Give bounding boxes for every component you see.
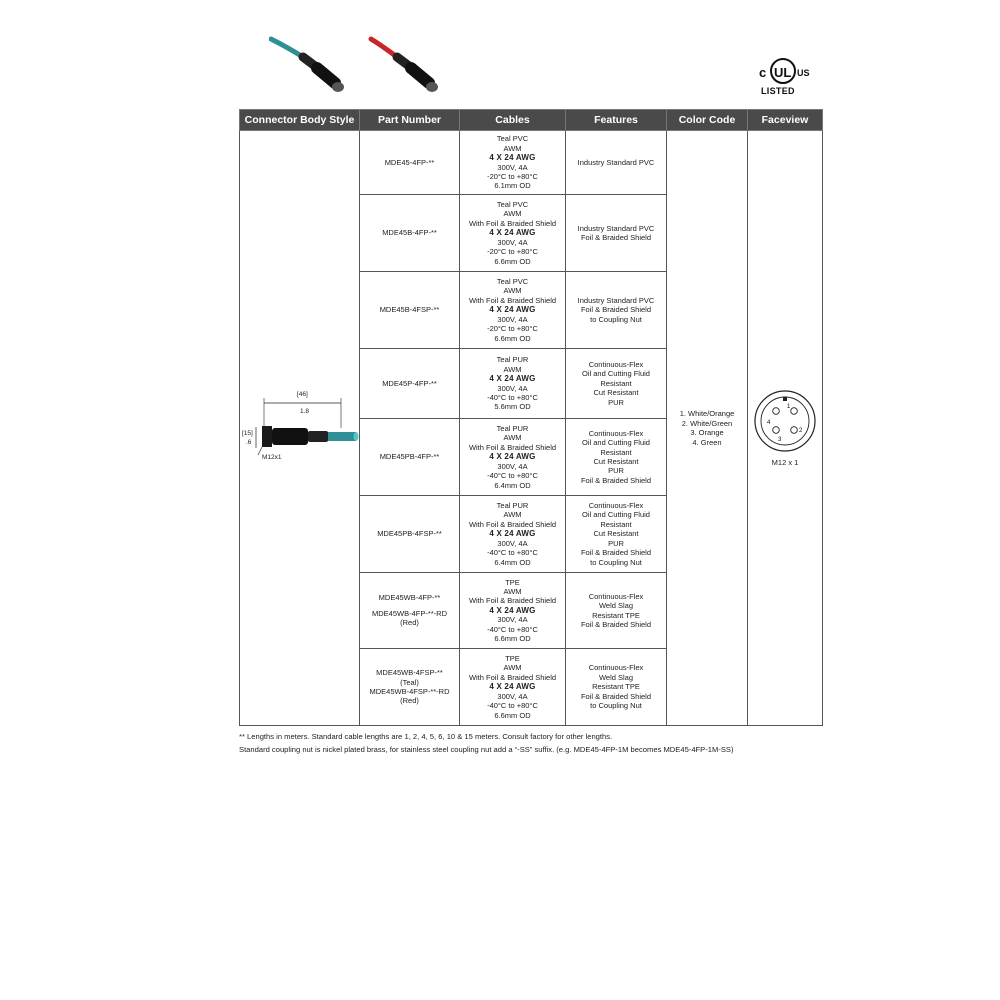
feature-line: Resistant TPE bbox=[592, 682, 640, 692]
cable-spec-line: 6.4mm OD bbox=[494, 557, 531, 567]
cables-cell bbox=[460, 573, 566, 649]
cable-spec-line: 6.4mm OD bbox=[494, 480, 531, 490]
part-number: MDE45PB-4FSP-** bbox=[377, 529, 442, 539]
cables-cell bbox=[460, 349, 566, 419]
cable-spec-line: 4 X 24 AWG bbox=[489, 153, 536, 163]
feature-line: Foil & Braided Shield bbox=[580, 619, 652, 629]
footnote-coupling-nut: Standard coupling nut is nickel plated brass, for stainless steel coupling nut add a “-SS” suffix. (e.g. MDE45-4FP-1M becomes MDE45-4FP-1M-SS) bbox=[239, 745, 734, 754]
feature-line: Resistant bbox=[600, 378, 632, 388]
faceview-pin-number: 4 bbox=[767, 419, 771, 426]
part-number-cell bbox=[360, 131, 460, 195]
header-cables: Cables bbox=[460, 110, 566, 131]
cable-spec-line: -20°C to +80°C bbox=[487, 324, 538, 334]
faceview-pin bbox=[773, 426, 780, 433]
cable-spec-line: -40°C to +80°C bbox=[487, 701, 538, 711]
cables-cell bbox=[460, 419, 566, 496]
cable-spec-line: 4 X 24 AWG bbox=[489, 682, 536, 692]
ul-us-glyph: US bbox=[797, 68, 810, 78]
feature-line: Resistant TPE bbox=[592, 610, 640, 620]
cable-spec-line: AWM bbox=[503, 433, 522, 443]
part-number: MDE45-4FP-** bbox=[384, 157, 435, 167]
faceview-cell bbox=[748, 131, 823, 726]
header-features: Features bbox=[566, 110, 667, 131]
feature-line: Continuous-Flex bbox=[588, 501, 644, 511]
part-number: MDE45P-4FP-** bbox=[382, 378, 437, 388]
part-number: MDE45WB-4FSP-** bbox=[376, 668, 443, 678]
feature-line: Continuous-Flex bbox=[588, 359, 644, 369]
feature-line: Industry Standard PVC bbox=[577, 295, 655, 305]
cable-spec-line: AWM bbox=[503, 586, 522, 596]
color-code-item: 4. Green bbox=[692, 437, 722, 447]
feature-line: Continuous-Flex bbox=[588, 591, 644, 601]
features-cell bbox=[566, 349, 667, 419]
cable-spec-line: Teal PUR bbox=[496, 355, 529, 365]
cable-spec-line: TPE bbox=[505, 577, 520, 587]
part-number-cell bbox=[360, 573, 460, 649]
cable-spec-line: AWM bbox=[503, 663, 522, 673]
cable-spec-line: Teal PUR bbox=[496, 501, 529, 511]
feature-line: Foil & Braided Shield bbox=[580, 475, 652, 485]
cable-spec-line: AWM bbox=[503, 209, 522, 219]
ul-ul-glyph: UL bbox=[774, 65, 792, 80]
cable-spec-line: With Foil & Braided Shield bbox=[468, 442, 557, 452]
cables-cell bbox=[460, 272, 566, 349]
spec-table bbox=[239, 109, 823, 726]
thread-label: M12x1 bbox=[262, 454, 282, 461]
feature-line: Oil and Cutting Fluid bbox=[582, 438, 650, 448]
cable-spec-line: Teal PVC bbox=[496, 200, 529, 210]
cables-cell bbox=[460, 496, 566, 573]
cable-spec-line: 4 X 24 AWG bbox=[489, 305, 536, 315]
cables-cell bbox=[460, 649, 566, 726]
header-color-code: Color Code bbox=[667, 110, 748, 131]
table-row bbox=[240, 131, 823, 195]
cable-spec-line: With Foil & Braided Shield bbox=[468, 295, 557, 305]
table-header-row bbox=[240, 110, 823, 131]
cable-spec-line: Teal PVC bbox=[496, 277, 529, 287]
faceview-key bbox=[783, 397, 787, 401]
part-number-cell bbox=[360, 419, 460, 496]
faceview-pin-number: 1 bbox=[787, 403, 791, 410]
faceview-pin bbox=[791, 407, 798, 414]
faceview-pin bbox=[773, 407, 780, 414]
part-number-cell bbox=[360, 195, 460, 272]
cable-spec-line: AWM bbox=[503, 364, 522, 374]
feature-line: Industry Standard PVC bbox=[577, 223, 655, 233]
feature-line: Foil & Braided Shield bbox=[580, 691, 652, 701]
part-number-cell bbox=[360, 272, 460, 349]
cable-spec-line: With Foil & Braided Shield bbox=[468, 672, 557, 682]
part-number: MDE45PB-4FP-** bbox=[379, 452, 440, 462]
cable-spec-line: AWM bbox=[503, 143, 522, 153]
feature-line: PUR bbox=[608, 397, 624, 407]
features-cell bbox=[566, 131, 667, 195]
product-photo bbox=[269, 35, 449, 110]
cable-spec-line: 6.6mm OD bbox=[494, 634, 531, 644]
footnotes bbox=[239, 730, 839, 756]
part-number: (Red) bbox=[400, 696, 419, 706]
cable-spec-line: 300V, 4A bbox=[497, 162, 528, 172]
feature-line: Oil and Cutting Fluid bbox=[582, 510, 650, 520]
feature-line: Industry Standard PVC bbox=[577, 157, 655, 167]
features-cell bbox=[566, 649, 667, 726]
ul-c-glyph: c bbox=[759, 65, 767, 80]
header-part-number: Part Number bbox=[360, 110, 460, 131]
feature-line: Oil and Cutting Fluid bbox=[582, 369, 650, 379]
cable-spec-line: 300V, 4A bbox=[497, 615, 528, 625]
cable-spec-line: 6.6mm OD bbox=[494, 710, 531, 720]
feature-line: to Coupling Nut bbox=[590, 557, 642, 567]
cable-spec-line: 4 X 24 AWG bbox=[489, 452, 536, 462]
cable-spec-line: -40°C to +80°C bbox=[487, 624, 538, 634]
part-number: (Red) bbox=[400, 618, 419, 628]
part-number-cell bbox=[360, 496, 460, 573]
header-connector-body-style: Connector Body Style bbox=[240, 110, 360, 131]
features-cell bbox=[566, 272, 667, 349]
cable-spec-line: AWM bbox=[503, 510, 522, 520]
faceview-label: M12 x 1 bbox=[771, 457, 799, 467]
part-number: MDE45WB-4FP-** bbox=[378, 593, 441, 603]
cable-spec-line: 300V, 4A bbox=[497, 461, 528, 471]
feature-line: Resistant bbox=[600, 447, 632, 457]
features-cell bbox=[566, 419, 667, 496]
cables-cell bbox=[460, 195, 566, 272]
cable-spec-line: -20°C to +80°C bbox=[487, 171, 538, 181]
feature-line: Cut Resistant bbox=[593, 388, 639, 398]
cable-spec-line: 300V, 4A bbox=[497, 538, 528, 548]
cable-spec-line: 4 X 24 AWG bbox=[489, 529, 536, 539]
cable-spec-line: 300V, 4A bbox=[497, 314, 528, 324]
feature-line: Weld Slag bbox=[598, 672, 634, 682]
feature-line: to Coupling Nut bbox=[590, 314, 642, 324]
feature-line: Cut Resistant bbox=[593, 457, 639, 466]
features-cell bbox=[566, 573, 667, 649]
cable-spec-line: 300V, 4A bbox=[497, 383, 528, 393]
feature-line: Resistant bbox=[600, 519, 632, 529]
faceview-pin bbox=[791, 426, 798, 433]
cable-spec-line: With Foil & Braided Shield bbox=[468, 218, 557, 228]
dim-height-bracket: [15] bbox=[242, 430, 253, 437]
header-faceview: Faceview bbox=[748, 110, 823, 131]
part-number: MDE45WB-4FP-**-RD bbox=[371, 608, 447, 618]
part-number: (Teal) bbox=[400, 677, 419, 687]
cable-spec-line: Teal PUR bbox=[496, 424, 529, 434]
features-cell bbox=[566, 195, 667, 272]
part-number-cell bbox=[360, 649, 460, 726]
part-number-cell bbox=[360, 349, 460, 419]
connector-body-drawing bbox=[242, 383, 360, 473]
cable-spec-line: Teal PVC bbox=[496, 134, 529, 144]
footnote-lengths: ** Lengths in meters. Standard cable lengths are 1, 2, 4, 5, 6, 10 & 15 meters. Consult factory for other lengths. bbox=[239, 732, 613, 741]
cable-spec-line: 300V, 4A bbox=[497, 237, 528, 247]
cable-spec-line: With Foil & Braided Shield bbox=[468, 596, 557, 606]
feature-line: Foil & Braided Shield bbox=[580, 548, 652, 558]
faceview-pin-diagram bbox=[753, 389, 817, 453]
dim-length-bracket: [46] bbox=[297, 391, 308, 398]
color-code-cell bbox=[667, 131, 748, 726]
part-number: MDE45WB-4FSP-**-RD bbox=[369, 687, 450, 696]
cables-cell bbox=[460, 131, 566, 195]
feature-line: PUR bbox=[608, 538, 624, 548]
feature-line: PUR bbox=[608, 466, 624, 476]
feature-line: Cut Resistant bbox=[593, 529, 639, 539]
cable-spec-line: -40°C to +80°C bbox=[487, 392, 538, 402]
faceview-pin-number: 3 bbox=[778, 436, 782, 443]
dim-height: .6 bbox=[246, 439, 252, 446]
feature-line: to Coupling Nut bbox=[590, 701, 642, 711]
faceview-pin-number: 2 bbox=[799, 427, 803, 434]
color-code-item: 3. Orange bbox=[690, 428, 724, 437]
cable-spec-line: -40°C to +80°C bbox=[487, 471, 538, 481]
cable-spec-line: TPE bbox=[505, 654, 520, 664]
ul-listed-label: LISTED bbox=[761, 86, 795, 96]
feature-line: Continuous-Flex bbox=[588, 663, 644, 673]
cable-spec-line: -20°C to +80°C bbox=[487, 247, 538, 257]
cable-spec-line: 6.1mm OD bbox=[494, 181, 531, 191]
feature-line: Continuous-Flex bbox=[588, 428, 644, 438]
feature-line: Weld Slag bbox=[598, 601, 634, 611]
feature-line: Foil & Braided Shield bbox=[580, 233, 652, 242]
color-code-item: 2. White/Green bbox=[681, 418, 733, 428]
cable-spec-line: 6.6mm OD bbox=[494, 256, 531, 266]
cable-spec-line: 6.6mm OD bbox=[494, 333, 531, 343]
color-code-item: 1. White/Orange bbox=[679, 409, 735, 418]
cable-spec-line: 300V, 4A bbox=[497, 691, 528, 701]
part-number: MDE45B-4FP-** bbox=[382, 228, 437, 238]
cable-spec-line: 4 X 24 AWG bbox=[489, 374, 536, 384]
part-number: MDE45B-4FSP-** bbox=[379, 305, 440, 315]
cable-spec-line: AWM bbox=[503, 286, 522, 296]
connector-body-style-cell bbox=[240, 131, 360, 726]
cable-spec-line: -40°C to +80°C bbox=[487, 548, 538, 558]
cable-spec-line: With Foil & Braided Shield bbox=[468, 519, 557, 529]
feature-line: Foil & Braided Shield bbox=[580, 305, 652, 315]
cable-spec-line: 4 X 24 AWG bbox=[489, 228, 536, 238]
features-cell bbox=[566, 496, 667, 573]
cable-spec-line: 4 X 24 AWG bbox=[489, 605, 536, 615]
cable-spec-line: 5.6mm OD bbox=[494, 402, 531, 412]
dim-length: 1.8 bbox=[300, 408, 310, 415]
